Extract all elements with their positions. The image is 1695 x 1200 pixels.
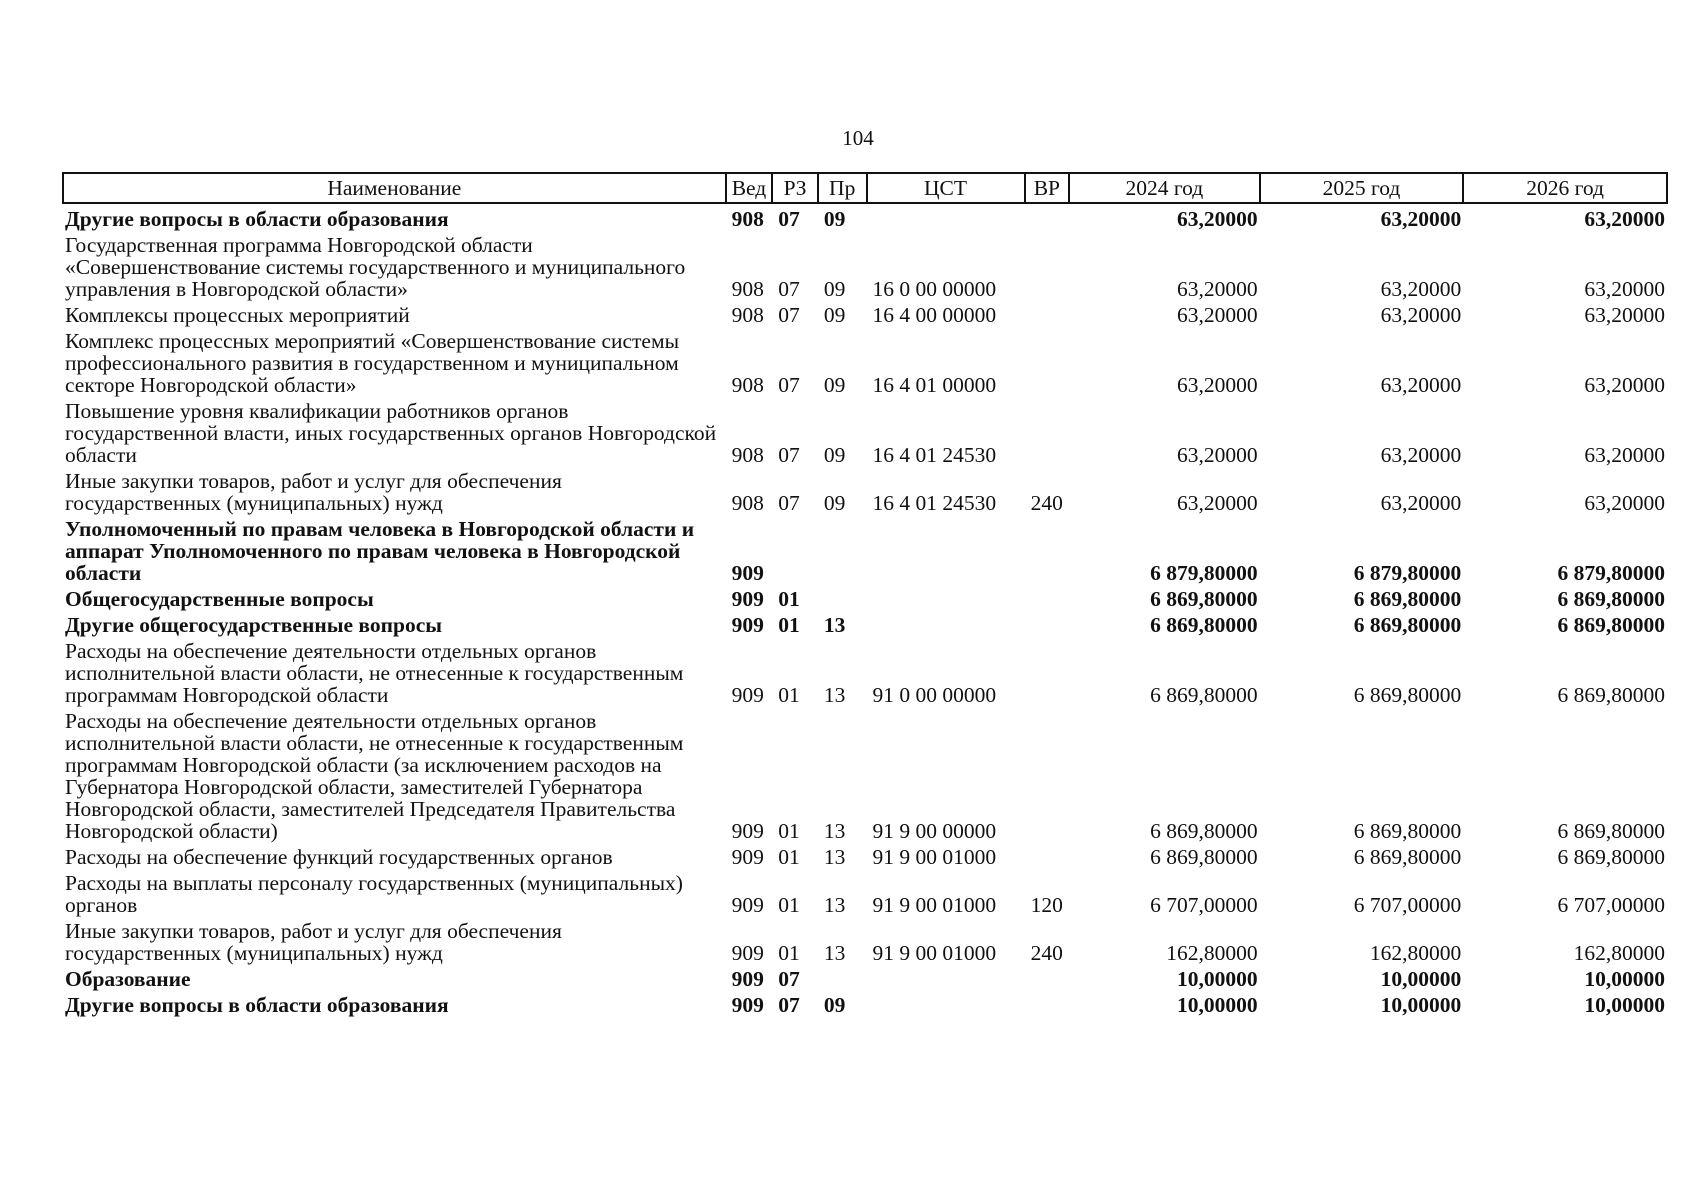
cell-2024: 63,20000 xyxy=(1177,207,1258,231)
cell-2024: 6 869,80000 xyxy=(1150,819,1258,843)
cell-rz: 07 xyxy=(778,967,800,991)
cell-name: Иные закупки товаров, работ и услуг для обеспечения государственных (муниципальных) нужд xyxy=(65,919,562,965)
cell-pr: 09 xyxy=(823,443,846,467)
cell-pr: 13 xyxy=(823,819,846,843)
cell-2024: 6 707,00000 xyxy=(1150,893,1258,917)
cell-name: Общегосударственные вопросы xyxy=(65,587,374,611)
cell-vr xyxy=(1025,964,1070,990)
cell-cst: 91 9 00 01000 xyxy=(872,845,997,869)
cell-name: Иные закупки товаров, работ и услуг для обеспечения государственных (муниципальных) нужд xyxy=(65,469,562,515)
table-row xyxy=(63,396,1667,466)
cell-2026: 10,00000 xyxy=(1584,993,1665,1017)
cell-pr: 09 xyxy=(823,277,846,301)
cell-name: Комплексы процессных мероприятий xyxy=(65,303,410,327)
cell-rz: 01 xyxy=(778,893,800,917)
cell-ved: 908 xyxy=(731,303,764,327)
cell-2025: 6 707,00000 xyxy=(1353,893,1462,917)
cell-2026: 162,80000 xyxy=(1573,941,1665,965)
cell-rz: 01 xyxy=(778,613,800,637)
header-pr: Пр xyxy=(818,173,867,203)
cell-2026: 63,20000 xyxy=(1584,491,1665,515)
cell-2024: 63,20000 xyxy=(1177,443,1258,467)
cell-rz: 07 xyxy=(778,303,800,327)
table-row xyxy=(63,990,1667,1016)
cell-pr xyxy=(818,584,867,610)
cell-name: Другие вопросы в области образования xyxy=(65,993,449,1017)
cell-pr: 13 xyxy=(823,845,846,869)
cell-cst xyxy=(867,203,1025,230)
table-row xyxy=(63,916,1667,964)
cell-name: Образование xyxy=(65,967,191,991)
cell-2026: 63,20000 xyxy=(1584,277,1665,301)
header-2025: 2025 год xyxy=(1260,173,1464,203)
cell-2026: 63,20000 xyxy=(1584,303,1665,327)
cell-2025: 10,00000 xyxy=(1380,993,1462,1017)
cell-name: Другие вопросы в области образования xyxy=(65,207,449,231)
cell-2026: 10,00000 xyxy=(1584,967,1665,991)
cell-2024: 63,20000 xyxy=(1177,491,1258,515)
cell-pr xyxy=(818,964,867,990)
header-rz: РЗ xyxy=(772,173,818,203)
cell-name: Расходы на обеспечение функций государственных органов xyxy=(65,845,613,869)
cell-vr xyxy=(1025,706,1070,842)
cell-2024: 10,00000 xyxy=(1177,993,1258,1017)
cell-ved: 909 xyxy=(731,613,764,637)
cell-vr xyxy=(1025,842,1070,868)
table-row xyxy=(63,514,1667,584)
header-cst: ЦСТ xyxy=(867,173,1025,203)
cell-pr: 13 xyxy=(823,683,846,707)
cell-ved: 909 xyxy=(731,845,764,869)
cell-rz: 01 xyxy=(778,819,800,843)
cell-cst xyxy=(867,990,1025,1016)
cell-pr xyxy=(818,514,867,584)
cell-2025: 6 869,80000 xyxy=(1353,613,1462,637)
cell-cst: 16 4 00 00000 xyxy=(872,303,997,327)
cell-ved: 909 xyxy=(731,819,764,843)
cell-2025: 63,20000 xyxy=(1380,443,1462,467)
table-row xyxy=(63,842,1667,868)
cell-cst: 16 4 01 24530 xyxy=(872,491,997,515)
budget-table xyxy=(62,172,1668,1016)
cell-ved: 909 xyxy=(731,967,764,991)
cell-2025: 6 869,80000 xyxy=(1353,819,1462,843)
cell-vr xyxy=(1025,300,1070,326)
cell-vr xyxy=(1025,514,1070,584)
cell-2026: 6 869,80000 xyxy=(1557,845,1665,869)
table-row xyxy=(63,636,1667,706)
cell-rz xyxy=(772,514,818,584)
cell-2024: 63,20000 xyxy=(1177,303,1258,327)
cell-cst xyxy=(867,610,1025,636)
cell-2025: 162,80000 xyxy=(1369,941,1462,965)
cell-2024: 6 869,80000 xyxy=(1150,613,1258,637)
cell-2024: 162,80000 xyxy=(1166,941,1258,965)
table-row xyxy=(63,326,1667,396)
table-row xyxy=(63,964,1667,990)
cell-name: Расходы на обеспечение деятельности отдельных органов исполнительной власти области, не отнесенные к государственным программам Новгородской области xyxy=(65,639,684,707)
header-2026: 2026 год xyxy=(1463,173,1667,203)
cell-2026: 6 869,80000 xyxy=(1557,683,1665,707)
cell-pr: 09 xyxy=(823,373,846,397)
cell-2024: 10,00000 xyxy=(1177,967,1258,991)
cell-2024: 6 879,80000 xyxy=(1150,561,1258,585)
cell-cst xyxy=(867,964,1025,990)
header-name: Наименование xyxy=(63,173,726,203)
cell-cst xyxy=(867,584,1025,610)
cell-rz: 07 xyxy=(778,373,800,397)
cell-2025: 63,20000 xyxy=(1380,373,1462,397)
cell-rz: 07 xyxy=(778,207,800,231)
cell-2025: 10,00000 xyxy=(1380,967,1462,991)
cell-cst xyxy=(867,514,1025,584)
cell-2026: 6 879,80000 xyxy=(1557,561,1665,585)
cell-vr xyxy=(1025,584,1070,610)
cell-pr: 13 xyxy=(823,893,846,917)
table-row xyxy=(63,466,1667,514)
cell-vr xyxy=(1025,610,1070,636)
cell-2026: 63,20000 xyxy=(1584,443,1665,467)
cell-2026: 63,20000 xyxy=(1584,207,1665,231)
cell-rz: 07 xyxy=(778,443,800,467)
cell-vr xyxy=(1025,396,1070,466)
cell-2025: 6 869,80000 xyxy=(1353,587,1462,611)
cell-ved: 908 xyxy=(731,373,764,397)
cell-2026: 6 869,80000 xyxy=(1557,819,1665,843)
cell-2026: 63,20000 xyxy=(1584,373,1665,397)
cell-rz: 07 xyxy=(778,277,800,301)
cell-ved: 909 xyxy=(731,561,764,585)
cell-2025: 63,20000 xyxy=(1380,491,1462,515)
table-row xyxy=(63,584,1667,610)
cell-name: Государственная программа Новгородской области «Совершенствование системы государственного и муниципального управления в Новгородской области» xyxy=(65,233,686,301)
cell-pr: 09 xyxy=(823,207,846,231)
cell-ved: 909 xyxy=(731,941,764,965)
cell-2025: 6 869,80000 xyxy=(1353,845,1462,869)
header-row xyxy=(63,173,1667,203)
cell-name: Повышение уровня квалификации работников органов государственной власти, иных государственных органов Новгородской области xyxy=(65,399,717,467)
cell-ved: 908 xyxy=(731,277,764,301)
cell-cst: 16 4 01 24530 xyxy=(872,443,997,467)
cell-rz: 07 xyxy=(778,491,800,515)
cell-rz: 01 xyxy=(778,941,800,965)
cell-rz: 01 xyxy=(778,845,800,869)
cell-cst: 91 9 00 00000 xyxy=(872,819,997,843)
cell-name: Расходы на обеспечение деятельности отдельных органов исполнительной власти области, не отнесенные к государственным программам Новгородской области (за исключением расходов на Губернатора Новгородской области, заместителей Губернатора Новгородской области, заместителей Председателя Правительства Новгородской области) xyxy=(65,709,684,843)
cell-ved: 909 xyxy=(731,587,764,611)
cell-name: Комплекс процессных мероприятий «Совершенствование системы профессионального развития в государственном и муниципальном секторе Новгородской области» xyxy=(65,329,680,397)
cell-ved: 909 xyxy=(731,893,764,917)
cell-2025: 63,20000 xyxy=(1380,277,1462,301)
cell-ved: 909 xyxy=(731,993,764,1017)
cell-2026: 6 869,80000 xyxy=(1557,613,1665,637)
cell-cst: 16 4 01 00000 xyxy=(872,373,997,397)
cell-2024: 6 869,80000 xyxy=(1150,845,1258,869)
cell-vr xyxy=(1025,203,1070,230)
cell-2024: 63,20000 xyxy=(1177,277,1258,301)
cell-pr: 13 xyxy=(823,941,846,965)
cell-name: Расходы на выплаты персоналу государственных (муниципальных) органов xyxy=(65,871,683,917)
table-header xyxy=(63,173,1667,203)
table-body xyxy=(63,203,1667,1016)
cell-ved: 909 xyxy=(731,683,764,707)
cell-pr: 09 xyxy=(823,993,846,1017)
cell-2024: 6 869,80000 xyxy=(1150,683,1258,707)
cell-vr xyxy=(1025,326,1070,396)
cell-vr xyxy=(1025,990,1070,1016)
cell-cst: 91 9 00 01000 xyxy=(872,893,997,917)
table-row xyxy=(63,868,1667,916)
cell-rz: 01 xyxy=(778,683,800,707)
table-row xyxy=(63,203,1667,230)
cell-2025: 63,20000 xyxy=(1380,303,1462,327)
cell-rz: 07 xyxy=(778,993,800,1017)
cell-2024: 6 869,80000 xyxy=(1150,587,1258,611)
cell-rz: 01 xyxy=(778,587,800,611)
header-ved: Вед xyxy=(726,173,773,203)
table-row xyxy=(63,300,1667,326)
table-row xyxy=(63,706,1667,842)
cell-vr: 240 xyxy=(1030,491,1063,515)
cell-2025: 63,20000 xyxy=(1380,207,1462,231)
cell-vr: 240 xyxy=(1030,941,1063,965)
page-number: 104 xyxy=(842,126,874,150)
cell-cst: 91 0 00 00000 xyxy=(872,683,997,707)
cell-vr: 120 xyxy=(1030,893,1063,917)
cell-pr: 09 xyxy=(823,491,846,515)
cell-vr xyxy=(1025,230,1070,300)
cell-name: Другие общегосударственные вопросы xyxy=(65,613,443,637)
cell-2025: 6 879,80000 xyxy=(1353,561,1462,585)
table-row xyxy=(63,610,1667,636)
cell-2026: 6 707,00000 xyxy=(1557,893,1665,917)
cell-cst: 16 0 00 00000 xyxy=(872,277,997,301)
cell-cst: 91 9 00 01000 xyxy=(872,941,997,965)
cell-name: Уполномоченный по правам человека в Новгородской области и аппарат Уполномоченного по правам человека в Новгородской области xyxy=(65,517,695,585)
table-row xyxy=(63,230,1667,300)
cell-2025: 6 869,80000 xyxy=(1353,683,1462,707)
cell-2026: 6 869,80000 xyxy=(1557,587,1665,611)
header-2024: 2024 год xyxy=(1069,173,1259,203)
header-vr: ВР xyxy=(1025,173,1070,203)
cell-ved: 908 xyxy=(731,443,764,467)
cell-pr: 09 xyxy=(823,303,846,327)
cell-ved: 908 xyxy=(731,491,764,515)
cell-ved: 908 xyxy=(731,207,764,231)
cell-2024: 63,20000 xyxy=(1177,373,1258,397)
cell-pr: 13 xyxy=(823,613,846,637)
cell-vr xyxy=(1025,636,1070,706)
